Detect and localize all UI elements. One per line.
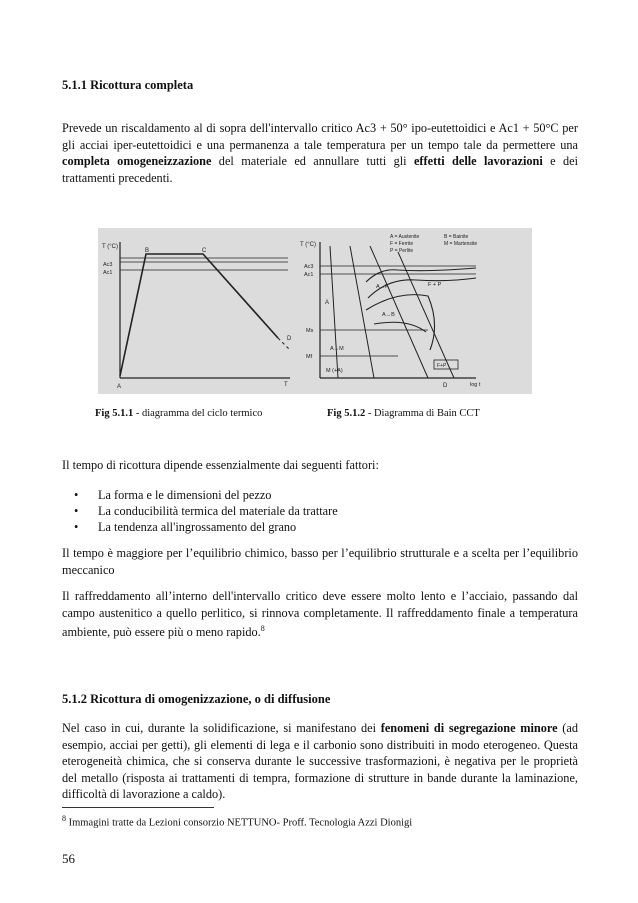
- intro-paragraph: [62, 120, 578, 186]
- fig2-legend-item: F = Ferrite: [390, 241, 414, 247]
- fig1-y-label: T (°C): [102, 244, 118, 250]
- fig2-legend-item: M = Martensite: [444, 241, 478, 247]
- fig2-legend-item: B = Bainite: [444, 234, 469, 240]
- figure-caption-5-1-1: [95, 408, 262, 419]
- fig2-y-label: T (°C): [300, 242, 316, 248]
- fig2-ms-label: Ms: [306, 328, 314, 334]
- fig2-region-label: A: [325, 300, 330, 306]
- fig2-region-label: F + P: [428, 282, 442, 288]
- list-item: • La conducibilità termica del materiale da trattare: [62, 503, 578, 519]
- footnote-separator: [62, 807, 214, 808]
- footnote-reference: 8: [260, 624, 265, 633]
- fig1-x-label: T: [284, 382, 288, 388]
- caption-number: Fig 5.1.1: [95, 408, 134, 419]
- text-segment: Nel caso in cui, durante la solidificazione, si manifestano dei: [62, 721, 381, 735]
- fig2-region-label: M (+A): [326, 368, 343, 374]
- bain-cct-diagram: [320, 242, 476, 378]
- footnote: [62, 814, 412, 829]
- text-segment: del materiale ed annullare tutti gli: [211, 154, 414, 168]
- thermal-cycle-diagram: [120, 242, 290, 378]
- homogenization-paragraph: [62, 720, 578, 803]
- list-item: • La forma e le dimensioni del pezzo: [62, 487, 578, 503]
- page-number: 56: [62, 851, 75, 866]
- section-heading-5-1-1: 5.1.1 Ricottura completa: [62, 78, 194, 92]
- fig1-point-label: B: [145, 248, 150, 254]
- figure-panel: [98, 228, 532, 394]
- emphasis-text: completa omogeneizzazione: [62, 154, 212, 168]
- section-heading-5-1-2: 5.1.2 Ricottura di omogenizzazione, o di diffusione: [62, 692, 331, 706]
- cooling-paragraph: [62, 588, 578, 641]
- fig2-region-label: F+P: [437, 363, 447, 369]
- fig2-mf-label: Mf: [306, 354, 313, 360]
- figures-svg: [98, 228, 532, 394]
- fig1-point-label: C: [202, 248, 207, 254]
- fig2-x-label: log t: [470, 382, 481, 388]
- figure-caption-5-1-2: [327, 408, 480, 419]
- fig2-region-label: A→M: [330, 346, 344, 352]
- list-item: • La tendenza all'ingrossamento del grano: [62, 519, 578, 535]
- fig2-legend-item: A = Austenite: [390, 234, 420, 240]
- footnote-text: Immagini tratte da Lezioni consorzio NETTUNO- Proff. Tecnologia Azzi Dionigi: [66, 817, 413, 829]
- caption-text: - diagramma del ciclo termico: [133, 408, 263, 419]
- factors-intro: Il tempo di ricottura dipende essenzialmente dai seguenti fattori:: [62, 458, 379, 472]
- fig1-point-label: D: [287, 336, 292, 342]
- caption-text: - Diagramma di Bain CCT: [365, 408, 480, 419]
- fig1-line-label: Ac1: [103, 270, 113, 276]
- text-segment: Prevede un riscaldamento al di sopra dell'intervallo critico Ac3 + 50° ipo-eutettoidici e Ac1 + 50°C per gli acciai iper-eutettoidici e una permanenza a tale temperatura per un tempo tale da permettere una: [62, 121, 578, 152]
- footnote-number: 8: [62, 814, 66, 823]
- fig2-region-label: A→F: [376, 284, 389, 290]
- fig2-line-label: Ac1: [304, 272, 314, 278]
- fig1-point-label: A: [117, 384, 122, 390]
- text-segment: (ad esempio, acciai per getti), gli elementi di lega e il carbonio sono distribuiti in modo eterogeneo. Questa eterogeneità chimica, che si conserva durante le successive trasformazioni, è negativa per le proprietà del metallo (risposta ai trattamenti di tempra, formazione di strutture in bande durante la laminazione, difficoltà di lavorazione a caldo).: [62, 721, 578, 801]
- fig2-legend-item: P = Perlite: [390, 248, 414, 254]
- fig2-region-label: A→B: [382, 312, 395, 318]
- caption-number: Fig 5.1.2: [327, 408, 366, 419]
- text-segment: e dei trattamenti precedenti.: [62, 154, 578, 185]
- fig1-line-label: Ac3: [103, 262, 113, 268]
- fig2-point-label: D: [443, 383, 448, 389]
- equilibrium-paragraph: Il tempo è maggiore per l’equilibrio chimico, basso per l’equilibrio strutturale e a scelta per l’equilibrio meccanico: [62, 546, 578, 577]
- fig2-line-label: Ac3: [304, 264, 314, 270]
- emphasis-text: fenomeni di segregazione minore: [380, 721, 558, 735]
- factors-list: [62, 487, 578, 535]
- emphasis-text: effetti delle lavorazioni: [413, 154, 543, 168]
- cooling-text: Il raffreddamento all’interno dell'intervallo critico deve essere molto lento e l’acciaio, passando dal campo austenitico a quello perlitico, si rinnova completamente. Il raffreddamento finale a temperatura ambiente, può essere più o meno rapido.: [62, 589, 578, 640]
